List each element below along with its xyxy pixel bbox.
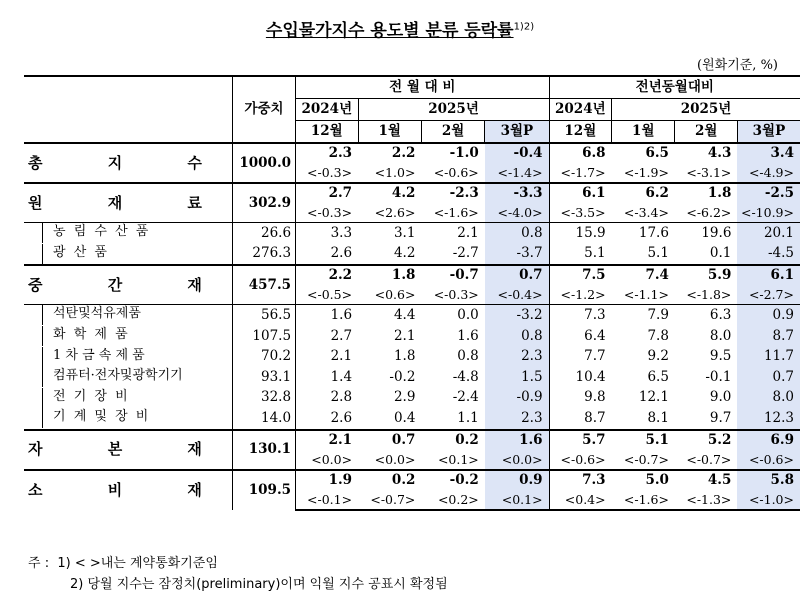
value-cell: 6.1: [549, 183, 612, 203]
contract-currency-cell: <-1.6>: [433, 205, 479, 220]
value-cell: 6.9: [737, 430, 800, 450]
value-cell: 5.9: [675, 265, 737, 285]
contract-currency-cell: <-0.5>: [296, 285, 359, 305]
contract-currency-cell: <-1.6>: [612, 490, 675, 510]
row-label: 소 비 재: [28, 480, 232, 499]
value-cell: 20.1: [737, 223, 800, 244]
value-cell: 1.9: [296, 470, 359, 490]
footnote-1: 주 : 1) < >내는 계약통화기준임: [28, 556, 218, 571]
footnotes: [28, 553, 448, 595]
value-cell: 5.2: [675, 430, 737, 450]
value-cell: 7.7: [549, 346, 612, 367]
value-cell: 9.0: [709, 389, 732, 406]
contract-currency-cell: <-0.6>: [549, 450, 612, 470]
value-cell: 1.6: [457, 327, 479, 344]
contract-currency-cell: <-4.9>: [737, 163, 800, 183]
value-cell: 8.0: [737, 388, 800, 409]
value-cell: 6.5: [612, 143, 675, 163]
contract-currency-cell: <0.0>: [374, 451, 416, 467]
contract-currency-cell: <0.1>: [437, 451, 479, 467]
contract-currency-cell: <0.0>: [485, 450, 549, 470]
value-cell: 0.1: [709, 245, 732, 262]
value-cell: -0.9: [485, 388, 549, 409]
value-cell: -2.5: [737, 183, 800, 203]
table-row-sub: [24, 223, 800, 244]
contract-currency-cell: <1.0>: [374, 165, 416, 180]
value-cell: 1.8: [358, 265, 421, 285]
value-cell: 6.4: [549, 326, 612, 347]
weight-cell: 56.5: [232, 305, 295, 326]
value-cell: 1.5: [485, 367, 549, 388]
value-cell: 7.4: [612, 265, 675, 285]
value-cell: 0.2: [358, 470, 421, 490]
value-cell: -4.8: [452, 368, 479, 385]
contract-currency-cell: <-2.7>: [737, 285, 800, 305]
row-label: 자 본 재: [28, 440, 232, 459]
weight-cell: 93.1: [232, 367, 295, 388]
value-cell: 5.0: [612, 470, 675, 490]
value-cell: 17.6: [612, 223, 675, 244]
value-cell: 1.6: [485, 430, 549, 450]
header-mom-2024: 2024년: [296, 99, 359, 121]
header-mom-2025: 2025년: [358, 99, 549, 121]
contract-currency-cell: <-1.7>: [549, 163, 612, 183]
table-row-main: [24, 470, 800, 490]
value-cell: 3.1: [358, 223, 421, 244]
value-cell: 12.1: [638, 389, 669, 406]
value-cell: 2.2: [358, 143, 421, 163]
value-cell: -4.5: [737, 244, 800, 266]
row-label: 중 간 재: [28, 275, 232, 294]
value-cell: -3.7: [485, 244, 549, 266]
value-cell: 4.5: [675, 470, 737, 490]
value-cell: 0.8: [457, 348, 479, 365]
value-cell: -0.2: [421, 470, 484, 490]
value-cell: 7.5: [549, 265, 612, 285]
table-row-sub: [24, 367, 800, 388]
table-row-main: [24, 143, 800, 163]
contract-currency-cell: <-1.9>: [623, 165, 669, 180]
value-cell: 5.1: [549, 244, 612, 266]
value-cell: 10.4: [549, 367, 612, 388]
value-cell: -2.7: [452, 245, 479, 262]
table-row-main: [24, 183, 800, 203]
value-cell: -3.3: [485, 183, 549, 203]
value-cell: 0.7: [358, 430, 421, 450]
value-cell: 1.6: [296, 305, 359, 326]
contract-currency-cell: <-0.3>: [296, 163, 359, 183]
value-cell: 4.3: [675, 143, 737, 163]
contract-currency-cell: <0.0>: [296, 450, 359, 470]
contract-currency-cell: <-0.6>: [433, 165, 479, 180]
value-cell: 2.1: [296, 430, 359, 450]
value-cell: 2.3: [485, 408, 549, 430]
contract-currency-cell: <0.4>: [549, 490, 612, 510]
value-cell: -0.1: [705, 368, 732, 385]
header-month-yoy-3: 3월P: [737, 121, 800, 144]
value-cell: 2.9: [393, 389, 416, 406]
weight-cell: 14.0: [232, 408, 295, 430]
header-yoy-2025: 2025년: [612, 99, 800, 121]
contract-currency-cell: <-3.1>: [686, 165, 732, 180]
row-label: 농 림 수 산 품: [42, 223, 150, 243]
value-cell: 6.8: [549, 143, 612, 163]
row-label: 기 계 및 장 비: [42, 408, 150, 428]
header-yoy-2024: 2024년: [549, 99, 612, 121]
value-cell: 6.2: [612, 183, 675, 203]
row-label: 총 지 수: [28, 153, 232, 172]
weight-cell: 26.6: [232, 223, 295, 244]
contract-currency-cell: <2.6>: [374, 205, 416, 220]
header-mom: 전 월 대 비: [296, 76, 550, 99]
weight-cell: 302.9: [232, 183, 295, 223]
header-month-yoy-1: 1월: [612, 121, 675, 144]
table-row-sub: [24, 388, 800, 409]
contract-currency-cell: <-1.4>: [485, 163, 549, 183]
value-cell: 3.3: [296, 223, 359, 244]
value-cell: 11.7: [737, 346, 800, 367]
header-month-mom-1: 1월: [358, 121, 421, 144]
weight-cell: 70.2: [232, 346, 295, 367]
value-cell: 6.5: [647, 368, 669, 385]
value-cell: 8.7: [737, 326, 800, 347]
table-row-sub: [24, 408, 800, 430]
value-cell: 7.3: [549, 470, 612, 490]
value-cell: 5.1: [647, 245, 669, 262]
value-cell: 9.7: [709, 409, 732, 426]
weight-cell: 107.5: [232, 326, 295, 347]
row-label: 화 학 제 품: [42, 326, 130, 346]
value-cell: 4.2: [393, 245, 416, 262]
value-cell: 7.3: [549, 305, 612, 326]
header-yoy: 전년동월대비: [549, 76, 800, 99]
weight-cell: 1000.0: [232, 143, 295, 183]
unit-label: (원화기준, %): [697, 58, 778, 73]
value-cell: 4.4: [358, 305, 421, 326]
weight-cell: 130.1: [232, 430, 295, 470]
value-cell: 0.8: [485, 326, 549, 347]
footnote-2: 2) 당월 지수는 잠정치(preliminary)이며 익월 지수 공표시 확정됨: [70, 577, 448, 592]
value-cell: 5.1: [612, 430, 675, 450]
contract-currency-cell: <0.2>: [421, 490, 484, 510]
table-row-sub: [24, 305, 800, 326]
value-cell: 0.0: [421, 305, 484, 326]
header-month-yoy-2: 2월: [675, 121, 737, 144]
value-cell: 2.7: [296, 183, 359, 203]
value-cell: -2.3: [421, 183, 484, 203]
value-cell: 2.7: [296, 326, 359, 347]
value-cell: 1.8: [393, 348, 416, 365]
value-cell: 2.3: [485, 346, 549, 367]
row-label: 원 재 료: [28, 193, 232, 212]
value-cell: 7.9: [612, 305, 675, 326]
weight-header: 가중치: [232, 76, 295, 143]
row-label: 전 기 장 비: [42, 388, 130, 408]
contract-currency-cell: <-0.1>: [296, 490, 359, 510]
value-cell: -0.7: [421, 265, 484, 285]
contract-currency-cell: <-1.1>: [623, 287, 669, 303]
price-index-table: [24, 75, 800, 511]
value-cell: 0.7: [485, 265, 549, 285]
value-cell: 2.2: [296, 265, 359, 285]
value-cell: 8.7: [549, 408, 612, 430]
contract-currency-cell: <0.6>: [374, 287, 416, 303]
row-label: 컴퓨터·전자및광학기기: [42, 367, 183, 387]
table-row-sub: [24, 326, 800, 347]
value-cell: 0.8: [485, 223, 549, 244]
weight-cell: 32.8: [232, 388, 295, 409]
value-cell: 2.6: [296, 408, 359, 430]
value-cell: 19.6: [675, 223, 737, 244]
contract-currency-cell: <-3.5>: [549, 203, 612, 223]
value-cell: -2.4: [452, 389, 479, 406]
contract-currency-cell: <-0.3>: [296, 203, 359, 223]
table-row-main: [24, 430, 800, 450]
row-label: 1 차 금 속 제 품: [42, 347, 145, 367]
value-cell: 3.4: [737, 143, 800, 163]
contract-currency-cell: <-0.7>: [623, 451, 669, 467]
value-cell: 6.3: [675, 305, 737, 326]
header-month-mom-3: 3월P: [485, 121, 549, 144]
value-cell: 12.3: [737, 408, 800, 430]
value-cell: 7.8: [647, 327, 669, 344]
contract-currency-cell: <-1.8>: [686, 287, 732, 303]
value-cell: 1.8: [675, 183, 737, 203]
contract-currency-cell: <-0.4>: [485, 285, 549, 305]
contract-currency-cell: <-1.0>: [737, 490, 800, 510]
value-cell: -0.2: [389, 368, 416, 385]
value-cell: 0.7: [737, 367, 800, 388]
contract-currency-cell: <-1.3>: [675, 490, 737, 510]
value-cell: 15.9: [549, 223, 612, 244]
value-cell: 2.8: [296, 388, 359, 409]
value-cell: 0.2: [421, 430, 484, 450]
value-cell: 8.0: [709, 327, 732, 344]
value-cell: -3.2: [485, 305, 549, 326]
contract-currency-cell: <-3.4>: [623, 205, 669, 220]
contract-currency-cell: <-0.7>: [686, 451, 732, 467]
title-footnote-mark: 1)2): [513, 21, 535, 33]
contract-currency-cell: <-1.2>: [549, 285, 612, 305]
value-cell: -0.4: [485, 143, 549, 163]
contract-currency-cell: <0.1>: [485, 490, 549, 510]
value-cell: 2.1: [421, 223, 484, 244]
value-cell: 1.4: [296, 367, 359, 388]
contract-currency-cell: <-10.9>: [737, 203, 800, 223]
value-cell: 9.2: [647, 348, 669, 365]
contract-currency-cell: <-6.2>: [686, 205, 732, 220]
value-cell: 9.5: [709, 348, 732, 365]
value-cell: 4.2: [358, 183, 421, 203]
value-cell: 2.3: [296, 143, 359, 163]
value-cell: 0.4: [393, 409, 416, 426]
weight-cell: 109.5: [232, 470, 295, 510]
value-cell: 2.6: [296, 244, 359, 266]
value-cell: 0.9: [485, 470, 549, 490]
header-month-mom-2: 2월: [421, 121, 484, 144]
value-cell: 6.1: [737, 265, 800, 285]
value-cell: 5.7: [549, 430, 612, 450]
weight-cell: 276.3: [232, 244, 295, 266]
title-text: 수입물가지수 용도별 분류 등락률: [265, 21, 514, 41]
value-cell: 2.1: [393, 327, 416, 344]
row-label: 광 산 품: [42, 244, 109, 264]
table-row-sub: [24, 346, 800, 367]
page-title: [0, 16, 800, 41]
value-cell: 2.1: [296, 346, 359, 367]
contract-currency-cell: <-0.3>: [433, 287, 479, 303]
value-cell: 8.1: [647, 409, 669, 426]
row-label: 석탄및석유제품: [42, 305, 141, 325]
table-row-sub: [24, 244, 800, 266]
contract-currency-cell: <-0.6>: [737, 450, 800, 470]
value-cell: 5.8: [737, 470, 800, 490]
value-cell: 0.9: [737, 305, 800, 326]
weight-cell: 457.5: [232, 265, 295, 305]
value-cell: 9.8: [549, 388, 612, 409]
header-month-yoy-0: 12월: [549, 121, 612, 144]
contract-currency-cell: <-4.0>: [485, 203, 549, 223]
header-month-mom-0: 12월: [296, 121, 359, 144]
contract-currency-cell: <-0.7>: [358, 490, 421, 510]
value-cell: -1.0: [421, 143, 484, 163]
table-row-main: [24, 265, 800, 285]
value-cell: 1.1: [457, 409, 479, 426]
